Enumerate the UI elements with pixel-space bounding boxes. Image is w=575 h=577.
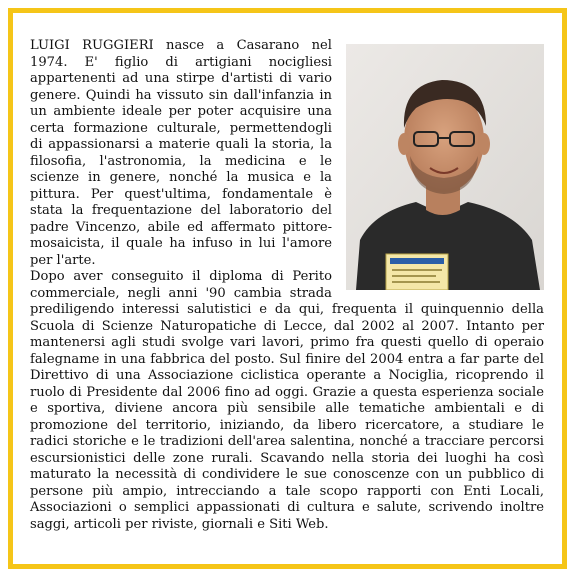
right-ear: [478, 133, 490, 155]
left-ear: [398, 133, 410, 155]
badge-stripe: [390, 258, 444, 264]
bio-paragraph-1: LUIGI RUGGIERI nasce a Casarano nel 1974. E' figlio di artigiani nocigliesi appartenenti ad una stirpe d'artisti di vario genere. Quindi ha vissuto sin dall'infanzia in un ambiente ideale per poter acquisire una certa formazione culturale, permettendogli di appassionarsi a materie quali la storia, la filosofia, l'astronomia, la medicina e le scienze in genere, nonché la musica e la pittura. Per quest'ultima, fondamentale è stata la frequentazione del laboratorio del padre Vincenzo, abile ed affermato pittore-mosaicista, il quale ha infuso in lui l'amore per l'arte.: [30, 38, 332, 268]
bio-text-block: [30, 38, 544, 533]
bio-paragraph-2: Dopo aver conseguito il diploma di Perito commerciale, negli anni '90 cambia strada prediligendo interessi salutistici e da qui, frequenta il quinquennio della Scuola di Scienze Naturopatiche di Lecce, dal 2002 al 2007. Intanto per mantenersi agli studi svolge vari lavori, primo fra questi quello di operaio falegname in una fabbrica del posto. Sul finire del 2004 entra a far parte del Direttivo di una Associazione ciclistica operante a Nociglia, ricoprendo il ruolo di Presidente dal 2006 fino ad oggi. Grazie a questa esperienza sociale e sportiva, diviene ancora più sensibile alle tematiche ambientali e di promozione del territorio, iniziando, da libero ricercatore, a studiare le radici storiche e le tradizioni dell'area salentina, nonché a tracciare percorsi escursionistici delle zone rurali. Scavando nella storia dei luoghi ha così maturato la necessità di condividere le sue conoscenze con un pubblico di persone più ampio, intrecciando a tale scopo rapporti con Enti Locali, Associazioni o semplici appassionati di cultura e salute, scrivendo inoltre saggi, articoli per riviste, giornali e Siti Web.: [30, 269, 544, 532]
author-portrait-illustration: [346, 44, 544, 290]
author-photo: [346, 44, 544, 290]
